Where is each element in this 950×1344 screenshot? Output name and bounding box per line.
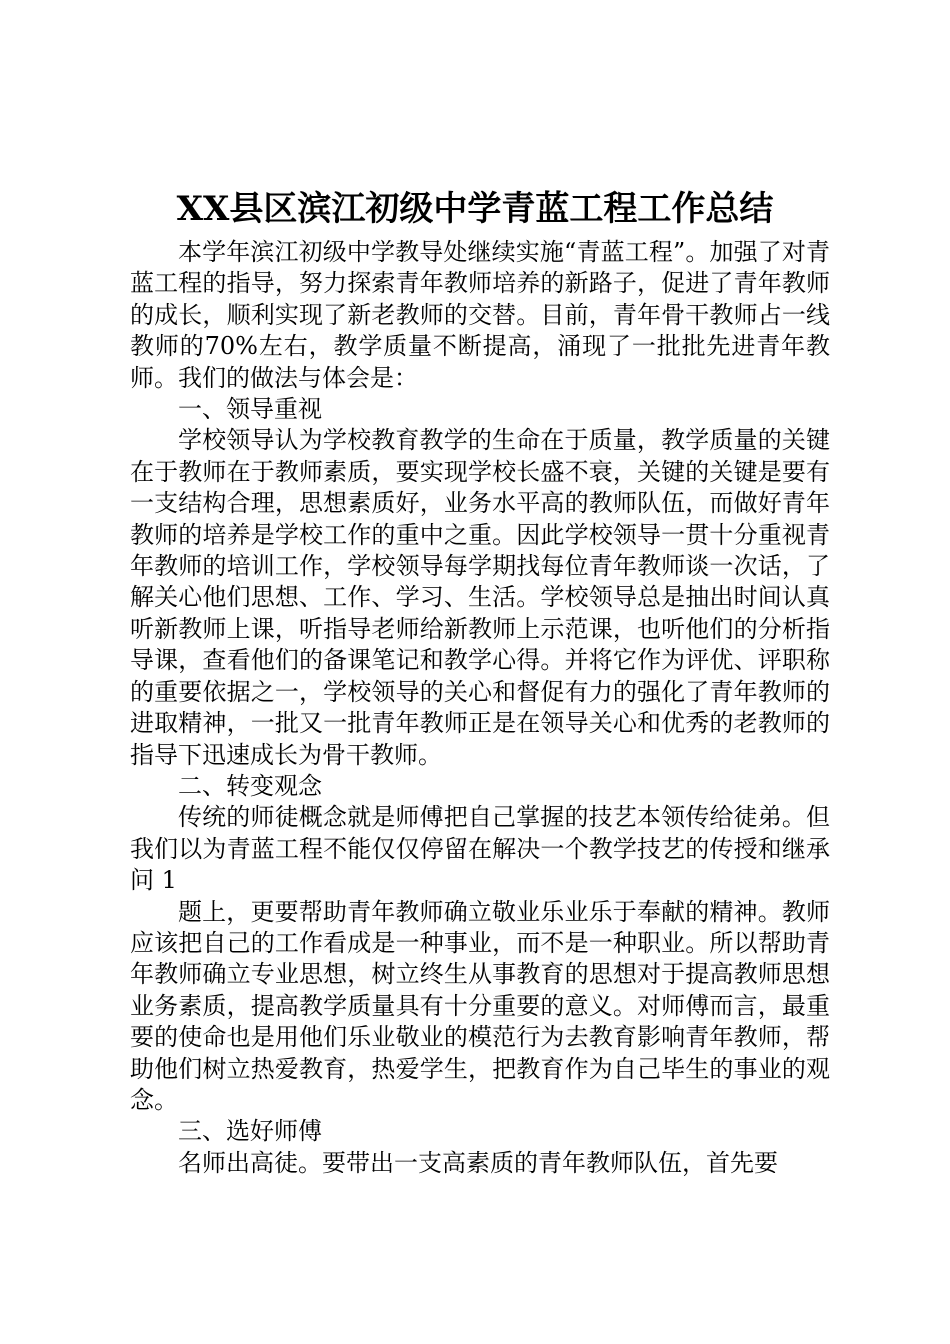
document-title: XX县区滨江初级中学青蓝工程工作总结	[176, 189, 774, 229]
leadership-paragraph: 学校领导认为学校教育教学的生命在于质量，教学质量的关键在于教师在于教师素质，要实现学校长盛不衰，关键的关键是要有一支结构合理，思想素质好，业务水平高的教师队伍，而做好青年教师的培养是学校工作的重中之重。因此学校领导一贯十分重视青年教师的培训工作，学校领导每学期找每位青年教师谈一次话，了解关心他们思想、工作、学习、生活。学校领导总是抽出时间认真听新教师上课，听指导老师给新教师上示范课，也听他们的分析指导课，查看他们的备课笔记和教学心得。并将它作为评优、评职称的重要依据之一，学校领导的关心和督促有力的强化了青年教师的进取精神，一批又一批青年教师正是在领导关心和优秀的老教师的指导下迅速成长为骨干教师。	[130, 426, 830, 769]
mindset-paragraph-part2: 题上，更要帮助青年教师确立敬业乐业乐于奉献的精神。教师应该把自己的工作看成是一种事业，而不是一种职业。所以帮助青年教师确立专业思想，树立终生从事教育的思想对于提高教师思想业务素质，提高教学质量具有十分重要的意义。对师傅而言，最重要的使命也是用他们乐业敬业的模范行为去教育影响青年教师，帮助他们树立热爱教育，热爱学生，把教育作为自己毕生的事业的观念。	[130, 897, 830, 1114]
mindset-paragraph-part1: 传统的师徒概念就是师傅把自己掌握的技艺本领传给徒弟。但我们以为青蓝工程不能仅仅停留在解决一个教学技艺的传授和继承问 1	[130, 803, 830, 895]
intro-paragraph: 本学年滨江初级中学教导处继续实施“青蓝工程”。加强了对青蓝工程的指导，努力探索青年教师培养的新路子，促进了青年教师的成长，顺利实现了新老教师的交替。目前，青年骨干教师占一线教师的70%左右，教学质量不断提高，涌现了一批批先进青年教师。我们的做法与体会是：	[130, 238, 830, 392]
section-heading-mindset: 二、转变观念	[178, 771, 322, 800]
section-heading-leadership: 一、领导重视	[178, 395, 322, 424]
section-heading-mentors: 三、选好师傅	[178, 1117, 322, 1146]
document-body	[130, 237, 830, 1179]
mentors-paragraph: 名师出高徒。要带出一支高素质的青年教师队伍，首先要	[178, 1148, 778, 1177]
